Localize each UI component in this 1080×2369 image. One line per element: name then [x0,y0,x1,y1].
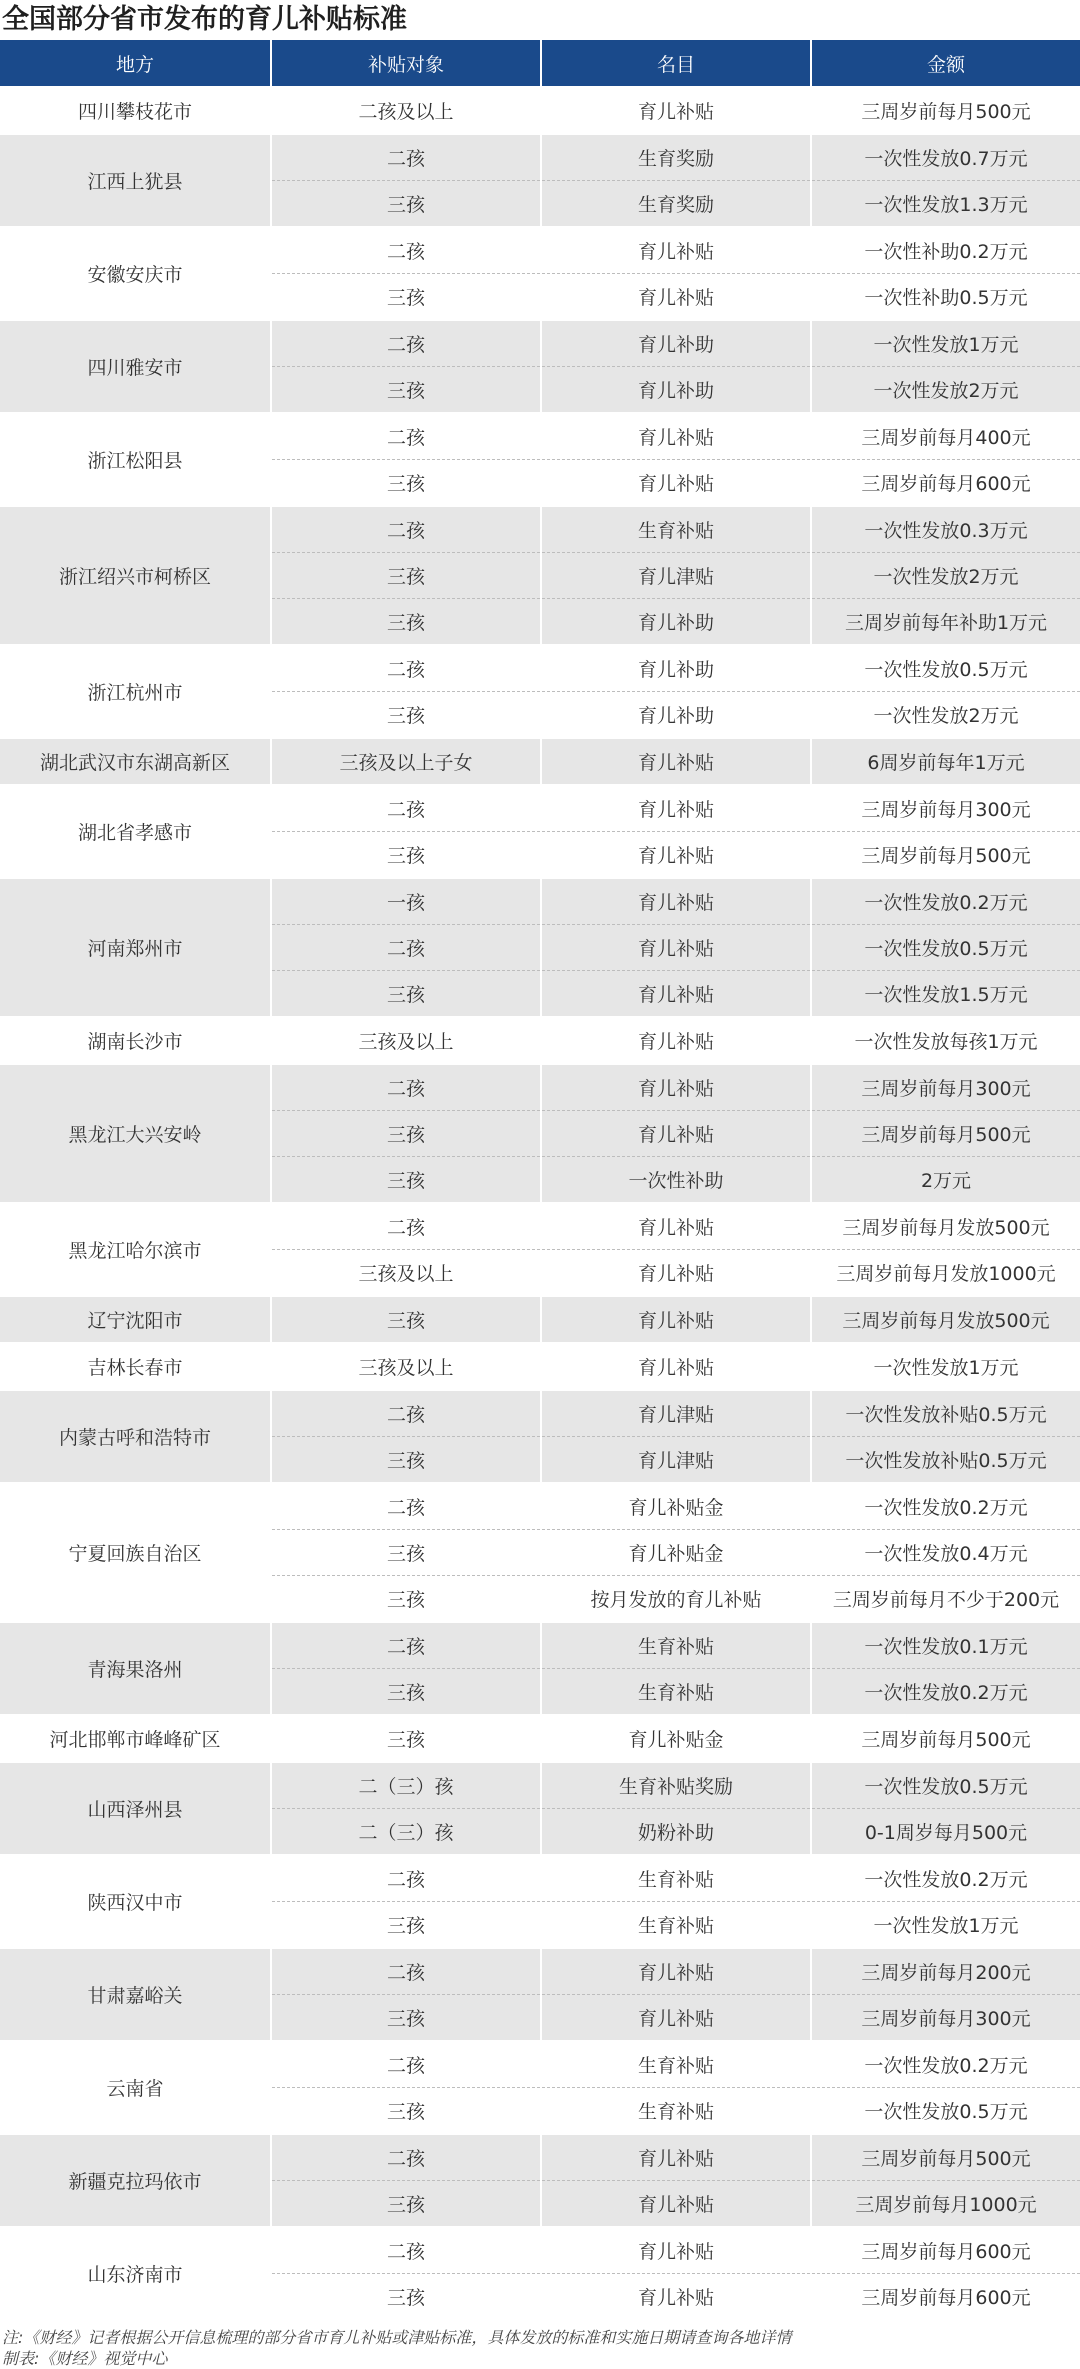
item-cell: 育儿补贴 [541,785,811,832]
target-cell: 三孩及以上 [271,1343,541,1390]
header-region: 地方 [0,40,271,87]
amount-cell: 三周岁前每月500元 [811,2134,1080,2181]
target-cell: 三孩 [271,599,541,646]
item-cell: 育儿补贴 [541,1064,811,1111]
target-cell: 三孩 [271,553,541,599]
target-cell: 三孩 [271,971,541,1018]
region-cell: 浙江松阳县 [0,413,271,506]
item-cell: 育儿补贴金 [541,1530,811,1576]
item-cell: 生育奖励 [541,181,811,228]
target-cell: 二孩 [271,2041,541,2088]
target-cell: 三孩 [271,1157,541,1204]
target-cell: 三孩 [271,367,541,414]
header-target: 补贴对象 [271,40,541,87]
target-cell: 一孩 [271,878,541,925]
amount-cell: 一次性发放0.2万元 [811,878,1080,925]
target-cell: 三孩 [271,1715,541,1762]
item-cell: 育儿补贴 [541,2274,811,2320]
table-row [0,738,1080,785]
item-cell: 育儿补贴 [541,925,811,971]
amount-cell: 三周岁前每月发放500元 [811,1203,1080,1250]
region-cell: 四川雅安市 [0,320,271,413]
amount-cell: 0-1周岁每月500元 [811,1809,1080,1856]
target-cell: 二孩 [271,2134,541,2181]
table-row [0,2227,1080,2274]
table-row [0,227,1080,274]
target-cell: 二孩 [271,925,541,971]
amount-cell: 2万元 [811,1157,1080,1204]
amount-cell: 三周岁前每月600元 [811,2227,1080,2274]
amount-cell: 三周岁前每月400元 [811,413,1080,460]
region-cell: 浙江绍兴市柯桥区 [0,506,271,645]
target-cell: 二孩 [271,227,541,274]
region-cell: 云南省 [0,2041,271,2134]
item-cell: 育儿补贴 [541,1343,811,1390]
item-cell: 育儿补贴 [541,1250,811,1297]
target-cell: 二孩 [271,413,541,460]
region-cell: 安徽安庆市 [0,227,271,320]
region-cell: 辽宁沈阳市 [0,1296,271,1343]
amount-cell: 一次性发放1.5万元 [811,971,1080,1018]
item-cell: 生育补贴 [541,2041,811,2088]
table-row [0,506,1080,553]
target-cell: 三孩 [271,2088,541,2135]
item-cell: 育儿补助 [541,692,811,739]
target-cell: 二孩 [271,506,541,553]
amount-cell: 一次性发放0.5万元 [811,2088,1080,2135]
table-row [0,1622,1080,1669]
table-row [0,87,1080,134]
header-amount: 金额 [811,40,1080,87]
region-cell: 黑龙江哈尔滨市 [0,1203,271,1296]
target-cell: 二孩 [271,1390,541,1437]
item-cell: 育儿补贴 [541,1296,811,1343]
table-row [0,134,1080,181]
target-cell: 二孩及以上 [271,87,541,134]
target-cell: 三孩 [271,1995,541,2042]
item-cell: 育儿补贴 [541,274,811,321]
target-cell: 三孩及以上 [271,1017,541,1064]
target-cell: 二孩 [271,134,541,181]
item-cell: 育儿补贴 [541,2181,811,2228]
amount-cell: 三周岁前每月300元 [811,1995,1080,2042]
amount-cell: 三周岁前每月发放500元 [811,1296,1080,1343]
target-cell: 二孩 [271,785,541,832]
region-cell: 陕西汉中市 [0,1855,271,1948]
target-cell: 二孩 [271,1483,541,1530]
item-cell: 育儿补贴 [541,832,811,879]
item-cell: 生育补贴 [541,506,811,553]
item-cell: 育儿补贴 [541,460,811,507]
table-row [0,1203,1080,1250]
item-cell: 育儿补贴 [541,1203,811,1250]
target-cell: 三孩 [271,2181,541,2228]
amount-cell: 一次性发放2万元 [811,553,1080,599]
target-cell: 二孩 [271,1203,541,1250]
item-cell: 育儿补贴 [541,1017,811,1064]
region-cell: 吉林长春市 [0,1343,271,1390]
amount-cell: 一次性补助0.2万元 [811,227,1080,274]
target-cell: 三孩 [271,2274,541,2320]
amount-cell: 6周岁前每年1万元 [811,738,1080,785]
target-cell: 二孩 [271,1064,541,1111]
target-cell: 二（三）孩 [271,1809,541,1856]
amount-cell: 三周岁前每月200元 [811,1948,1080,1995]
item-cell: 生育奖励 [541,134,811,181]
target-cell: 三孩及以上子女 [271,738,541,785]
amount-cell: 一次性发放2万元 [811,367,1080,414]
amount-cell: 一次性发放0.2万元 [811,1669,1080,1716]
target-cell: 三孩 [271,274,541,321]
amount-cell: 一次性发放0.7万元 [811,134,1080,181]
target-cell: 三孩 [271,832,541,879]
region-cell: 山西泽州县 [0,1762,271,1855]
target-cell: 三孩 [271,1576,541,1623]
amount-cell: 一次性发放0.2万元 [811,2041,1080,2088]
amount-cell: 一次性发放0.5万元 [811,1762,1080,1809]
target-cell: 三孩 [271,1902,541,1949]
amount-cell: 三周岁前每月300元 [811,785,1080,832]
item-cell: 生育补贴 [541,1855,811,1902]
region-cell: 黑龙江大兴安岭 [0,1064,271,1203]
item-cell: 育儿补贴金 [541,1715,811,1762]
table-row [0,1483,1080,1530]
amount-cell: 三周岁前每月500元 [811,832,1080,879]
target-cell: 二孩 [271,1948,541,1995]
amount-cell: 三周岁前每月500元 [811,87,1080,134]
region-cell: 新疆克拉玛依市 [0,2134,271,2227]
item-cell: 育儿补贴 [541,971,811,1018]
table-row [0,413,1080,460]
amount-cell: 一次性发放0.4万元 [811,1530,1080,1576]
item-cell: 育儿补贴 [541,738,811,785]
item-cell: 生育补贴奖励 [541,1762,811,1809]
region-cell: 内蒙古呼和浩特市 [0,1390,271,1483]
item-cell: 育儿补贴 [541,2134,811,2181]
amount-cell: 一次性发放0.1万元 [811,1622,1080,1669]
target-cell: 三孩及以上 [271,1250,541,1297]
table-row [0,1296,1080,1343]
item-cell: 育儿补贴 [541,1948,811,1995]
item-cell: 育儿补贴 [541,878,811,925]
item-cell: 育儿补助 [541,599,811,646]
header-item: 名目 [541,40,811,87]
item-cell: 育儿津贴 [541,1437,811,1484]
region-cell: 河北邯郸市峰峰矿区 [0,1715,271,1762]
credit: 制表:《财经》视觉中心 [2,2349,168,2368]
item-cell: 育儿津贴 [541,553,811,599]
item-cell: 按月发放的育儿补贴 [541,1576,811,1623]
amount-cell: 三周岁前每月600元 [811,460,1080,507]
table-row [0,2041,1080,2088]
amount-cell: 三周岁前每年补助1万元 [811,599,1080,646]
table-row [0,785,1080,832]
target-cell: 二孩 [271,1855,541,1902]
region-cell: 青海果洛州 [0,1622,271,1715]
amount-cell: 一次性发放每孩1万元 [811,1017,1080,1064]
table-row [0,645,1080,692]
region-cell: 四川攀枝花市 [0,87,271,134]
region-cell: 山东济南市 [0,2227,271,2319]
item-cell: 育儿补贴 [541,227,811,274]
target-cell: 三孩 [271,460,541,507]
table-row [0,1948,1080,1995]
amount-cell: 一次性发放1万元 [811,320,1080,367]
item-cell: 生育补贴 [541,1622,811,1669]
item-cell: 育儿补贴金 [541,1483,811,1530]
amount-cell: 一次性发放0.2万元 [811,1855,1080,1902]
amount-cell: 三周岁前每月500元 [811,1111,1080,1157]
item-cell: 育儿补贴 [541,2227,811,2274]
region-cell: 湖北武汉市东湖高新区 [0,738,271,785]
amount-cell: 一次性发放1万元 [811,1902,1080,1949]
target-cell: 二孩 [271,645,541,692]
amount-cell: 一次性发放补贴0.5万元 [811,1437,1080,1484]
target-cell: 三孩 [271,1437,541,1484]
region-cell: 宁夏回族自治区 [0,1483,271,1622]
table-row [0,1017,1080,1064]
table-row [0,1715,1080,1762]
target-cell: 三孩 [271,1530,541,1576]
amount-cell: 一次性发放0.3万元 [811,506,1080,553]
item-cell: 生育补贴 [541,1902,811,1949]
header-row [0,40,1080,87]
amount-cell: 三周岁前每月不少于200元 [811,1576,1080,1623]
target-cell: 三孩 [271,181,541,228]
table-row [0,2134,1080,2181]
table-row [0,320,1080,367]
amount-cell: 一次性补助0.5万元 [811,274,1080,321]
target-cell: 二（三）孩 [271,1762,541,1809]
target-cell: 二孩 [271,1622,541,1669]
amount-cell: 三周岁前每月300元 [811,1064,1080,1111]
amount-cell: 一次性发放2万元 [811,692,1080,739]
item-cell: 育儿补贴 [541,87,811,134]
amount-cell: 三周岁前每月1000元 [811,2181,1080,2228]
page-title: 全国部分省市发布的育儿补贴标准 [2,4,407,35]
table-row [0,878,1080,925]
target-cell: 二孩 [271,320,541,367]
footnote: 注:《财经》记者根据公开信息梳理的部分省市育儿补贴或津贴标准，具体发放的标准和实施日期请查询各地详情 [2,2328,792,2347]
item-cell: 育儿补助 [541,367,811,414]
table-row [0,1390,1080,1437]
item-cell: 育儿补贴 [541,1111,811,1157]
item-cell: 生育补贴 [541,1669,811,1716]
item-cell: 育儿补贴 [541,1995,811,2042]
amount-cell: 一次性发放1.3万元 [811,181,1080,228]
amount-cell: 三周岁前每月500元 [811,1715,1080,1762]
region-cell: 江西上犹县 [0,134,271,227]
subsidy-table [0,40,1080,2319]
amount-cell: 一次性发放0.2万元 [811,1483,1080,1530]
region-cell: 湖南长沙市 [0,1017,271,1064]
region-cell: 甘肃嘉峪关 [0,1948,271,2041]
amount-cell: 一次性发放1万元 [811,1343,1080,1390]
table-row [0,1855,1080,1902]
item-cell: 生育补贴 [541,2088,811,2135]
table-row [0,1064,1080,1111]
item-cell: 育儿补助 [541,645,811,692]
target-cell: 三孩 [271,1111,541,1157]
item-cell: 育儿补助 [541,320,811,367]
item-cell: 育儿津贴 [541,1390,811,1437]
amount-cell: 三周岁前每月发放1000元 [811,1250,1080,1297]
item-cell: 奶粉补助 [541,1809,811,1856]
region-cell: 河南郑州市 [0,878,271,1017]
region-cell: 湖北省孝感市 [0,785,271,878]
target-cell: 三孩 [271,692,541,739]
table-header [0,40,1080,87]
table-row [0,1343,1080,1390]
target-cell: 三孩 [271,1296,541,1343]
amount-cell: 一次性发放补贴0.5万元 [811,1390,1080,1437]
table-row [0,1762,1080,1809]
region-cell: 浙江杭州市 [0,645,271,738]
target-cell: 二孩 [271,2227,541,2274]
item-cell: 一次性补助 [541,1157,811,1204]
amount-cell: 三周岁前每月600元 [811,2274,1080,2320]
amount-cell: 一次性发放0.5万元 [811,645,1080,692]
table-body [0,87,1080,2319]
amount-cell: 一次性发放0.5万元 [811,925,1080,971]
target-cell: 三孩 [271,1669,541,1716]
item-cell: 育儿补贴 [541,413,811,460]
